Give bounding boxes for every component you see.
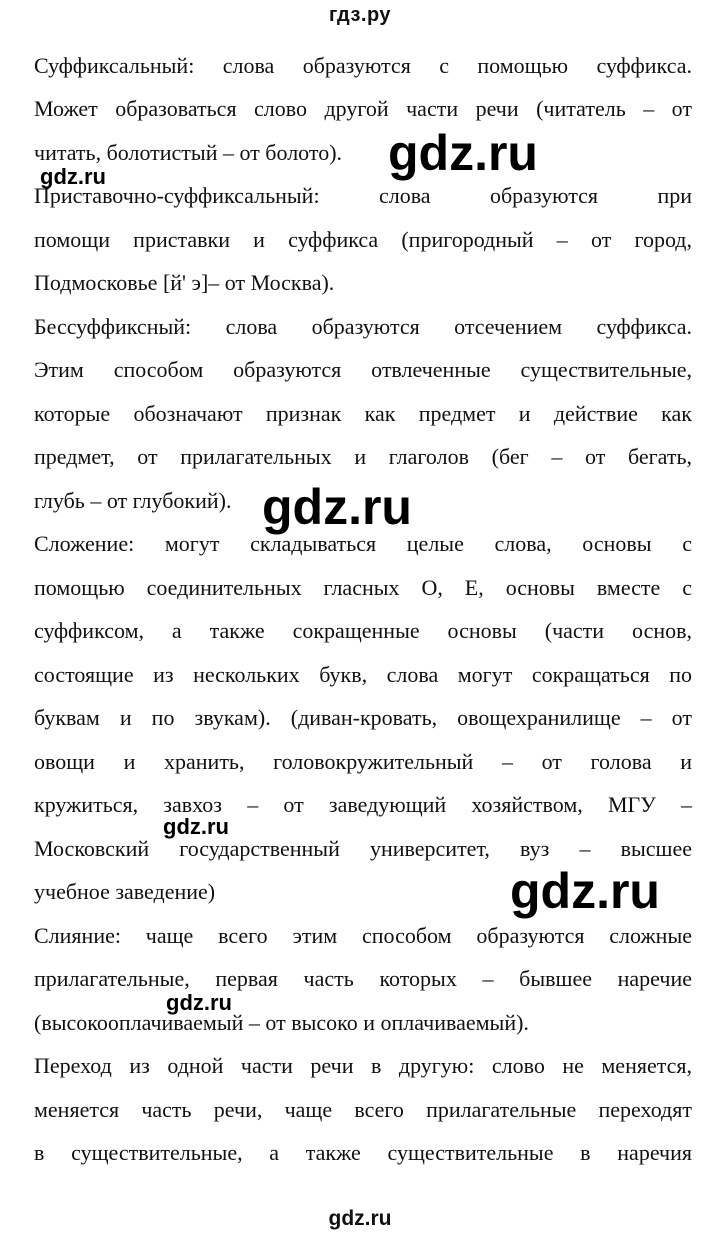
text-line: Московский государственный университет, вуз – высшее [34, 836, 692, 861]
text-line: Переход из одной части речи в другую: слово не меняется, [34, 1053, 692, 1078]
text-line: суффиксом, а также сокращенные основы (части основ, [34, 618, 692, 643]
site-header: гдз.ру [328, 4, 392, 26]
text-line: буквам и по звукам). (диван-кровать, овощехранилище – от [34, 705, 692, 730]
watermark: gdz.ru [40, 164, 106, 189]
text-line: кружиться, завхоз – от заведующий хозяйством, МГУ – [34, 792, 692, 817]
text-line: помощи приставки и суффикса (пригородный – от город, [34, 227, 692, 252]
text-line: прилагательные, первая часть которых – бывшее наречие [34, 966, 692, 991]
text-line: читать, болотистый – от болото). [34, 140, 343, 165]
watermark: gdz.ru [163, 814, 229, 839]
watermark: gdz.ru [262, 479, 412, 535]
text-line: глубь – от глубокий). [34, 488, 232, 513]
text-line: которые обозначают признак как предмет и действие как [34, 401, 692, 426]
text-line: Сложение: могут складываться целые слова, основы с [34, 531, 692, 556]
text-line: Слияние: чаще всего этим способом образуются сложные [34, 923, 692, 948]
text-line: Этим способом образуются отвлеченные существительные, [34, 357, 692, 382]
site-footer: gdz.ru [328, 1207, 392, 1230]
watermark: gdz.ru [166, 990, 232, 1015]
text-line: овощи и хранить, головокружительный – от голова и [34, 749, 692, 774]
text-line: учебное заведение) [34, 879, 216, 904]
text-line: Приставочно-суффиксальный: слова образуются при [34, 183, 692, 208]
text-line: предмет, от прилагательных и глаголов (бег – от бегать, [34, 444, 692, 469]
watermark: gdz.ru [388, 125, 538, 181]
text-line: Суффиксальный: слова образуются с помощью суффикса. [34, 53, 692, 78]
text-line: в существительные, а также существительные в наречия [34, 1140, 692, 1165]
text-line: Бессуффиксный: слова образуются отсечением суффикса. [34, 314, 692, 339]
text-line: помощью соединительных гласных О, Е, основы вместе с [34, 575, 692, 600]
text-line: (высокооплачиваемый – от высоко и оплачиваемый). [34, 1010, 529, 1035]
text-line: Подмосковье [й' э]– от Москва). [34, 270, 335, 295]
text-line: состоящие из нескольких букв, слова могут сокращаться по [34, 662, 692, 687]
text-line: меняется часть речи, чаще всего прилагательные переходят [34, 1097, 692, 1122]
text-line: Может образоваться слово другой части речи (читатель – от [34, 96, 692, 121]
watermark: gdz.ru [510, 863, 660, 919]
